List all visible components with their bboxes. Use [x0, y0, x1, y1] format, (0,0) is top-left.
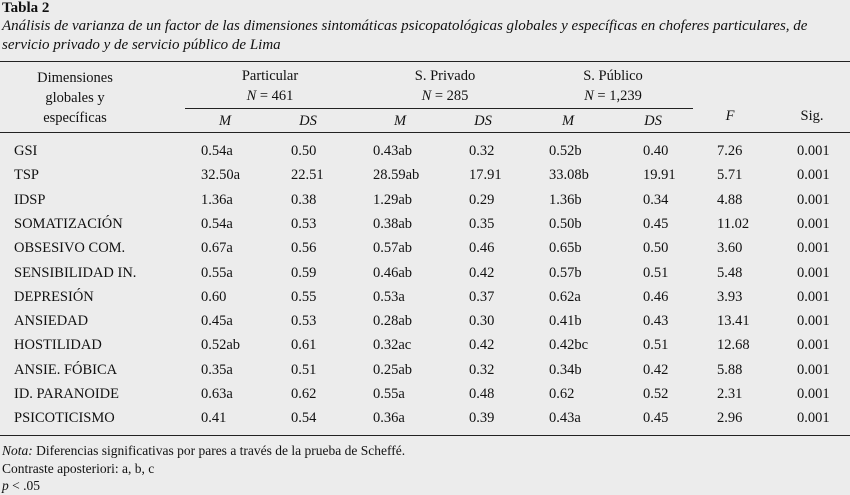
value-cell: 0.25ab: [373, 362, 413, 378]
value-cell: 3.60: [717, 240, 743, 256]
value-cell: 0.001: [797, 386, 830, 402]
value-cell: 0.52b: [549, 143, 582, 159]
value-cell: 0.53: [291, 216, 317, 232]
value-cell: 32.50a: [201, 167, 241, 183]
stat-header-m: M: [561, 113, 575, 129]
dimension-cell: TSP: [14, 167, 39, 183]
value-cell: 0.51: [643, 337, 669, 353]
dimension-cell: DEPRESIÓN: [14, 289, 94, 305]
value-cell: 0.32ac: [373, 337, 412, 353]
value-cell: 0.53a: [373, 289, 405, 305]
dimension-cell: HOSTILIDAD: [14, 337, 102, 353]
value-cell: 0.48: [469, 386, 495, 402]
value-cell: 0.42: [469, 337, 495, 353]
value-cell: 0.55: [291, 289, 317, 305]
value-cell: 0.42: [643, 362, 669, 378]
value-cell: 0.46: [469, 240, 495, 256]
value-cell: 0.61: [291, 337, 317, 353]
value-cell: 0.001: [797, 192, 830, 208]
value-cell: 0.54a: [201, 143, 233, 159]
value-cell: 0.35a: [201, 362, 233, 378]
value-cell: 0.54a: [201, 216, 233, 232]
table-notes: [2, 442, 405, 495]
dimension-cell: IDSP: [14, 192, 46, 208]
value-cell: 0.001: [797, 240, 830, 256]
value-cell: 0.55a: [201, 265, 233, 281]
value-cell: 0.28ab: [373, 313, 413, 329]
value-cell: 0.57b: [549, 265, 582, 281]
value-cell: 3.93: [717, 289, 743, 305]
table-bottom-rule: [0, 435, 850, 436]
note-line: Nota: Diferencias significativas por pares a través de la prueba de Scheffé.: [2, 443, 406, 458]
value-cell: 33.08b: [549, 167, 589, 183]
value-cell: 5.88: [717, 362, 743, 378]
value-cell: 0.29: [469, 192, 495, 208]
stat-header-m: M: [218, 113, 232, 129]
table-caption: Análisis de varianza de un factor de las dimensiones sintomáticas psicopatológicas globales y específicas en choferes particulares, de servicio privado y de servicio público de Lima: [2, 18, 808, 53]
value-cell: 0.001: [797, 337, 830, 353]
dimension-cell: ANSIE. FÓBICA: [14, 362, 118, 378]
table-header-rule: [0, 132, 850, 133]
dimension-cell: SOMATIZACIÓN: [14, 216, 123, 232]
table-top-rule: [0, 61, 850, 62]
value-cell: 0.001: [797, 410, 830, 426]
value-cell: 0.001: [797, 265, 830, 281]
value-cell: 0.001: [797, 289, 830, 305]
value-cell: 0.63a: [201, 386, 233, 402]
group-header-particular: Particular: [241, 68, 299, 84]
value-cell: 1.36a: [201, 192, 233, 208]
value-cell: 0.62: [549, 386, 575, 402]
value-cell: 0.50: [643, 240, 669, 256]
dimension-cell: SENSIBILIDAD IN.: [14, 265, 137, 281]
value-cell: 0.54: [291, 410, 317, 426]
value-cell: 0.34: [643, 192, 669, 208]
stat-header-m: M: [393, 113, 407, 129]
value-cell: 0.62: [291, 386, 317, 402]
table-label: Tabla 2: [2, 0, 50, 16]
value-cell: 13.41: [717, 313, 750, 329]
dimension-cell: ANSIEDAD: [14, 313, 89, 329]
value-cell: 7.26: [717, 143, 743, 159]
value-cell: 0.57ab: [373, 240, 413, 256]
value-cell: 0.001: [797, 313, 830, 329]
value-cell: 0.52ab: [201, 337, 241, 353]
value-cell: 5.71: [717, 167, 743, 183]
value-cell: 0.42: [469, 265, 495, 281]
stat-header-ds: DS: [299, 113, 317, 129]
value-cell: 0.51: [291, 362, 317, 378]
value-cell: 0.59: [291, 265, 317, 281]
value-cell: 0.40: [643, 143, 669, 159]
value-cell: 0.55a: [373, 386, 405, 402]
value-cell: 0.52: [643, 386, 669, 402]
value-cell: 0.41b: [549, 313, 582, 329]
value-cell: 0.001: [797, 143, 830, 159]
value-cell: 0.60: [201, 289, 227, 305]
value-cell: 0.30: [469, 313, 495, 329]
value-cell: 5.48: [717, 265, 743, 281]
group-n-particular: N = 461: [246, 88, 294, 104]
value-cell: 0.32: [469, 362, 495, 378]
group-n-publico: N = 1,239: [584, 88, 642, 104]
value-cell: 0.43: [643, 313, 669, 329]
value-cell: 0.35: [469, 216, 495, 232]
value-cell: 0.43ab: [373, 143, 413, 159]
stat-header-ds: DS: [474, 113, 492, 129]
value-cell: 2.96: [717, 410, 743, 426]
group-n-privado: N = 285: [421, 88, 469, 104]
value-cell: 0.42bc: [549, 337, 589, 353]
group-subrule: [185, 108, 693, 109]
value-cell: 0.67a: [201, 240, 233, 256]
value-cell: 0.50: [291, 143, 317, 159]
value-cell: 19.91: [643, 167, 676, 183]
p-value-line: p < .05: [2, 478, 40, 493]
contrast-line: Contraste aposteriori: a, b, c: [2, 460, 155, 476]
group-header-publico: S. Público: [583, 68, 643, 84]
f-header: F: [725, 108, 735, 124]
value-cell: 11.02: [717, 216, 750, 232]
value-cell: 0.38ab: [373, 216, 413, 232]
sig-header: Sig.: [800, 108, 824, 124]
value-cell: 0.50b: [549, 216, 582, 232]
value-cell: 0.62a: [549, 289, 581, 305]
group-header-privado: S. Privado: [414, 68, 476, 84]
value-cell: 0.39: [469, 410, 495, 426]
value-cell: 4.88: [717, 192, 743, 208]
dimension-header: Dimensiones globales y específicas: [37, 70, 113, 126]
value-cell: 0.53: [291, 313, 317, 329]
value-cell: 2.31: [717, 386, 743, 402]
value-cell: 0.001: [797, 216, 830, 232]
value-cell: 0.45a: [201, 313, 233, 329]
value-cell: 0.46ab: [373, 265, 413, 281]
value-cell: 0.001: [797, 167, 830, 183]
value-cell: 0.36a: [373, 410, 405, 426]
value-cell: 1.36b: [549, 192, 582, 208]
dimension-cell: ID. PARANOIDE: [14, 386, 119, 402]
value-cell: 0.43a: [549, 410, 581, 426]
stat-header-ds: DS: [644, 113, 662, 129]
value-cell: 0.001: [797, 362, 830, 378]
value-cell: 0.46: [643, 289, 669, 305]
value-cell: 0.38: [291, 192, 317, 208]
value-cell: 28.59ab: [373, 167, 420, 183]
value-cell: 0.65b: [549, 240, 582, 256]
value-cell: 0.34b: [549, 362, 582, 378]
dimension-cell: PSICOTICISMO: [14, 410, 115, 426]
dimension-cell: GSI: [14, 143, 38, 159]
value-cell: 0.37: [469, 289, 495, 305]
value-cell: 12.68: [717, 337, 750, 353]
value-cell: 1.29ab: [373, 192, 413, 208]
value-cell: 0.56: [291, 240, 317, 256]
dimension-cell: OBSESIVO COM.: [14, 240, 126, 256]
value-cell: 0.32: [469, 143, 495, 159]
value-cell: 0.45: [643, 410, 669, 426]
value-cell: 22.51: [291, 167, 324, 183]
value-cell: 0.51: [643, 265, 669, 281]
value-cell: 0.41: [201, 410, 227, 426]
value-cell: 0.45: [643, 216, 669, 232]
value-cell: 17.91: [469, 167, 502, 183]
